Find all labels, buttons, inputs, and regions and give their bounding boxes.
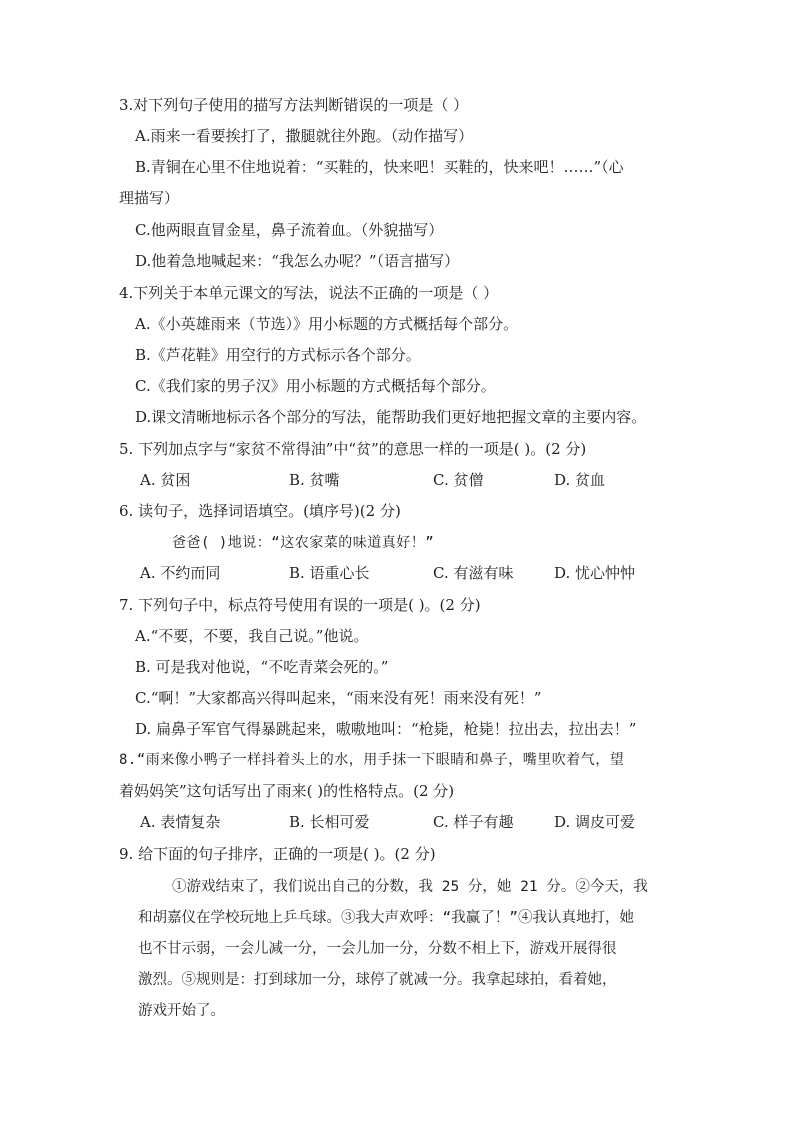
q7-option-b: B. 可是我对他说，“不吃青菜会死的。” bbox=[135, 658, 389, 676]
q9-passage-line: ①游戏结束了，我们说出自己的分数，我 25 分，她 21 分。②今天，我 bbox=[172, 879, 648, 895]
q6-option-c: C. 有滋有味 bbox=[433, 564, 514, 582]
q3-stem: 3.对下列句子使用的描写方法判断错误的一项是（ ） bbox=[119, 96, 469, 114]
q6-option-b: B. 语重心长 bbox=[289, 564, 370, 582]
q8-option-a: A. 表情复杂 bbox=[140, 813, 221, 831]
q5-option-a: A. 贫困 bbox=[140, 471, 191, 489]
q4-option-c: C.《我们家的男子汉》用小标题的方式概括每个部分。 bbox=[135, 377, 496, 395]
q6-option-d: D. 忧心忡忡 bbox=[554, 564, 636, 582]
q9-stem: 9. 给下面的句子排序，正确的一项是( )。(2 分) bbox=[119, 845, 436, 863]
q3-option-b-line2: 理描写） bbox=[119, 189, 180, 207]
q4-option-d: D.课文清晰地标示各个部分的写法，能帮助我们更好地把握文章的主要内容。 bbox=[135, 408, 647, 426]
q6-sentence: 爸爸( )地说：“这农家菜的味道真好！” bbox=[172, 535, 435, 551]
q5-option-b: B. 贫嘴 bbox=[289, 471, 340, 489]
q5-stem: 5. 下列加点字与“家贫不常得油”中“贫”的意思一样的一项是( )。(2 分) bbox=[119, 440, 587, 458]
q7-option-a: A.“不要，不要，我自己说。”他说。 bbox=[135, 627, 369, 645]
q5-option-d: D. 贫血 bbox=[554, 471, 606, 489]
q7-option-c: C.“啊！”大家都高兴得叫起来，“雨来没有死！雨来没有死！” bbox=[135, 689, 542, 707]
q8-stem-line1: 8.“雨来像小鸭子一样抖着头上的水，用手抹一下眼睛和鼻子，嘴里吹着气，望 bbox=[119, 752, 625, 768]
q8-stem-line2: 着妈妈笑”这句话写出了雨来( )的性格特点。(2 分) bbox=[119, 782, 455, 800]
q6-option-a: A. 不约而同 bbox=[140, 564, 221, 582]
q4-option-b: B.《芦花鞋》用空行的方式标示各个部分。 bbox=[135, 346, 421, 364]
q4-stem: 4.下列关于本单元课文的写法，说法不正确的一项是（ ） bbox=[119, 284, 499, 302]
q9-passage-line: 也不甘示弱，一会儿减一分，一会儿加一分，分数不相上下，游戏开展得很 bbox=[138, 941, 617, 957]
q8-option-d: D. 调皮可爱 bbox=[554, 813, 636, 831]
q3-option-c: C.他两眼直冒金星，鼻子流着血。（外貌描写） bbox=[135, 221, 444, 239]
q7-option-d: D. 扁鼻子军官气得暴跳起来，嗷嗷地叫：“枪毙，枪毙！拉出去，拉出去！” bbox=[135, 720, 637, 738]
q9-passage bbox=[138, 872, 678, 1027]
q4-option-a: A.《小英雄雨来（节选）》用小标题的方式概括每个部分。 bbox=[135, 315, 519, 333]
q9-passage-line: 激烈。⑤规则是：打到球加一分，球停了就减一分。我拿起球拍，看着她， bbox=[138, 972, 617, 988]
q8-option-c: C. 样子有趣 bbox=[433, 813, 514, 831]
q6-stem: 6. 读句子，选择词语填空。(填序号)(2 分) bbox=[119, 502, 401, 520]
q9-passage-line: 游戏开始了。 bbox=[138, 1003, 225, 1019]
q3-option-a: A.雨来一看要挨打了，撒腿就往外跑。（动作描写） bbox=[135, 127, 474, 145]
q7-stem: 7. 下列句子中，标点符号使用有误的一项是( )。(2 分) bbox=[119, 596, 481, 614]
q3-option-d: D.他着急地喊起来：“我怎么办呢？”（语言描写） bbox=[135, 252, 460, 270]
q3-option-b-line1: B.青铜在心里不住地说着：“买鞋的，快来吧！买鞋的，快来吧！……”（心 bbox=[135, 158, 624, 176]
q8-option-b: B. 长相可爱 bbox=[289, 813, 370, 831]
q9-passage-line: 和胡嘉仪在学校玩地上乒乓球。③我大声欢呼：“我赢了！”④我认真地打，她 bbox=[138, 910, 634, 926]
q5-option-c: C. 贫僧 bbox=[433, 471, 484, 489]
